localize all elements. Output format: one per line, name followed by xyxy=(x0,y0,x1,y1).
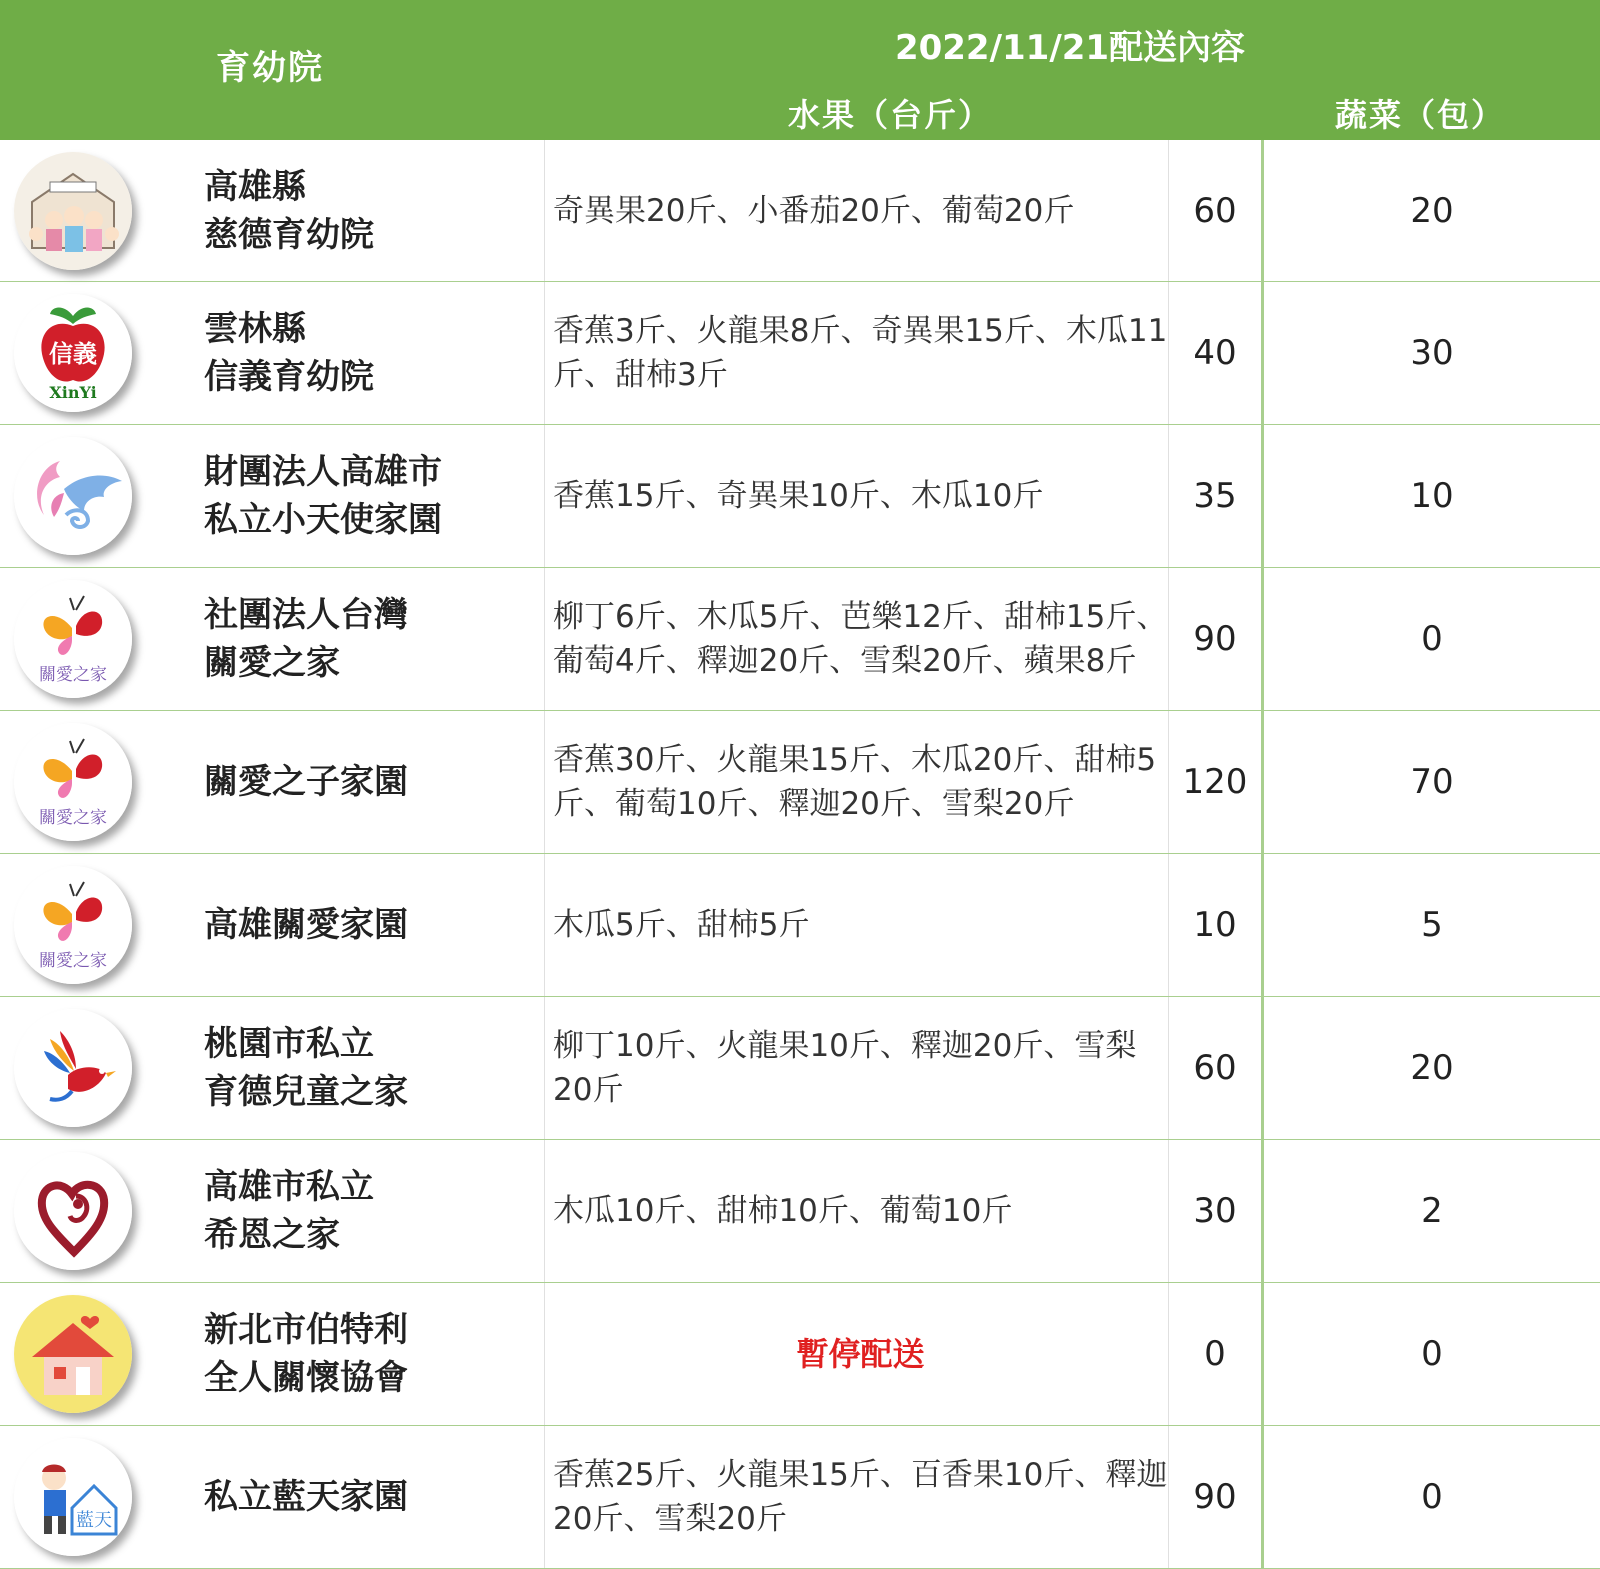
delivery-paused-status: 暫停配送 xyxy=(545,1283,1169,1426)
fruit-total: 120 xyxy=(1169,711,1263,854)
vegetable-count: 70 xyxy=(1263,711,1600,854)
org-name-line1: 高雄縣 xyxy=(204,163,544,211)
delivery-table xyxy=(0,140,1600,1569)
vegetable-count: 2 xyxy=(1263,1140,1600,1283)
org-name-line1: 新北市伯特利 xyxy=(204,1306,544,1354)
butterfly-logo xyxy=(14,723,132,841)
fruit-items: 柳丁10斤、火龍果10斤、釋迦20斤、雪梨20斤 xyxy=(545,997,1169,1140)
org-name-line1: 社團法人台灣 xyxy=(204,591,544,639)
org-name-line1: 財團法人高雄市 xyxy=(204,448,544,496)
table-row xyxy=(0,1283,1600,1426)
logo-text: 關愛之家 xyxy=(39,951,107,971)
fruit-total: 60 xyxy=(1169,140,1263,282)
org-name-line2: 育德兒童之家 xyxy=(204,1068,544,1116)
fruit-total: 60 xyxy=(1169,997,1263,1140)
fruit-items: 香蕉30斤、火龍果15斤、木瓜20斤、甜柿5斤、葡萄10斤、釋迦20斤、雪梨20斤 xyxy=(545,711,1169,854)
fruit-total: 30 xyxy=(1169,1140,1263,1283)
fruit-total: 10 xyxy=(1169,854,1263,997)
butterfly-logo xyxy=(14,580,132,698)
vegetable-count: 20 xyxy=(1263,997,1600,1140)
vegetable-count: 0 xyxy=(1263,568,1600,711)
fruit-items: 木瓜10斤、甜柿10斤、葡萄10斤 xyxy=(545,1140,1169,1283)
heart-mother-child-logo xyxy=(14,1152,132,1270)
org-name-line1: 雲林縣 xyxy=(204,305,544,353)
fruit-items: 香蕉15斤、奇異果10斤、木瓜10斤 xyxy=(545,425,1169,568)
org-name-line2: 全人關懷協會 xyxy=(204,1354,544,1402)
header-fruit: 水果（台斤） xyxy=(700,90,1080,136)
vegetable-count: 10 xyxy=(1263,425,1600,568)
org-name-line2: 希恩之家 xyxy=(204,1211,544,1259)
header-org: 育幼院 xyxy=(150,40,390,89)
fruit-items: 香蕉3斤、火龍果8斤、奇異果15斤、木瓜11斤、甜柿3斤 xyxy=(545,282,1169,425)
butterfly-logo xyxy=(14,866,132,984)
fruit-items: 木瓜5斤、甜柿5斤 xyxy=(545,854,1169,997)
table-row xyxy=(0,997,1600,1140)
logo-text: 藍天 xyxy=(76,1510,112,1531)
table-row xyxy=(0,425,1600,568)
table-row xyxy=(0,282,1600,425)
fruit-total: 40 xyxy=(1169,282,1263,425)
org-name-line2: 關愛之家 xyxy=(204,639,544,687)
fruit-total: 35 xyxy=(1169,425,1263,568)
org-name-line2: 慈德育幼院 xyxy=(204,211,544,259)
fruit-items: 香蕉25斤、火龍果15斤、百香果10斤、釋迦20斤、雪梨20斤 xyxy=(545,1426,1169,1569)
angel-wing-logo xyxy=(14,437,132,555)
vegetable-count: 0 xyxy=(1263,1283,1600,1426)
table-row xyxy=(0,1426,1600,1569)
org-name-line1: 私立藍天家園 xyxy=(204,1473,544,1521)
org-name-line1: 桃園市私立 xyxy=(204,1020,544,1068)
header-date-title: 2022/11/21配送內容 xyxy=(800,20,1340,69)
table-row xyxy=(0,1140,1600,1283)
bird-heart-logo xyxy=(14,1009,132,1127)
logo-text: 關愛之家 xyxy=(39,808,107,828)
xinyi-apple-logo xyxy=(14,294,132,412)
logo-text: 關愛之家 xyxy=(39,665,107,685)
vegetable-count: 0 xyxy=(1263,1426,1600,1569)
table-row xyxy=(0,140,1600,282)
table-header xyxy=(0,0,1600,140)
house-heart-logo xyxy=(14,1295,132,1413)
logo-text: 信義 xyxy=(49,340,97,368)
fruit-items: 柳丁6斤、木瓜5斤、芭樂12斤、甜柿15斤、葡萄4斤、釋迦20斤、雪梨20斤、蘋果8斤 xyxy=(545,568,1169,711)
fruit-total: 90 xyxy=(1169,568,1263,711)
fruit-items: 奇異果20斤、小番茄20斤、葡萄20斤 xyxy=(545,140,1169,282)
org-name-line1: 高雄市私立 xyxy=(204,1163,544,1211)
vegetable-count: 20 xyxy=(1263,140,1600,282)
table-row xyxy=(0,711,1600,854)
org-name-line2: 私立小天使家園 xyxy=(204,496,544,544)
table-row xyxy=(0,568,1600,711)
fruit-total: 0 xyxy=(1169,1283,1263,1426)
header-vegetable: 蔬菜（包） xyxy=(1300,90,1540,136)
org-name-line2: 信義育幼院 xyxy=(204,353,544,401)
blue-sky-boy-logo xyxy=(14,1438,132,1556)
vegetable-count: 30 xyxy=(1263,282,1600,425)
table-row xyxy=(0,854,1600,997)
org-name-line1: 高雄關愛家園 xyxy=(204,901,544,949)
org-name-line1: 關愛之子家園 xyxy=(204,758,544,806)
orphanage-children-illustration-logo xyxy=(14,152,132,270)
fruit-total: 90 xyxy=(1169,1426,1263,1569)
vegetable-count: 5 xyxy=(1263,854,1600,997)
logo-subtext: XinYi xyxy=(49,383,96,402)
